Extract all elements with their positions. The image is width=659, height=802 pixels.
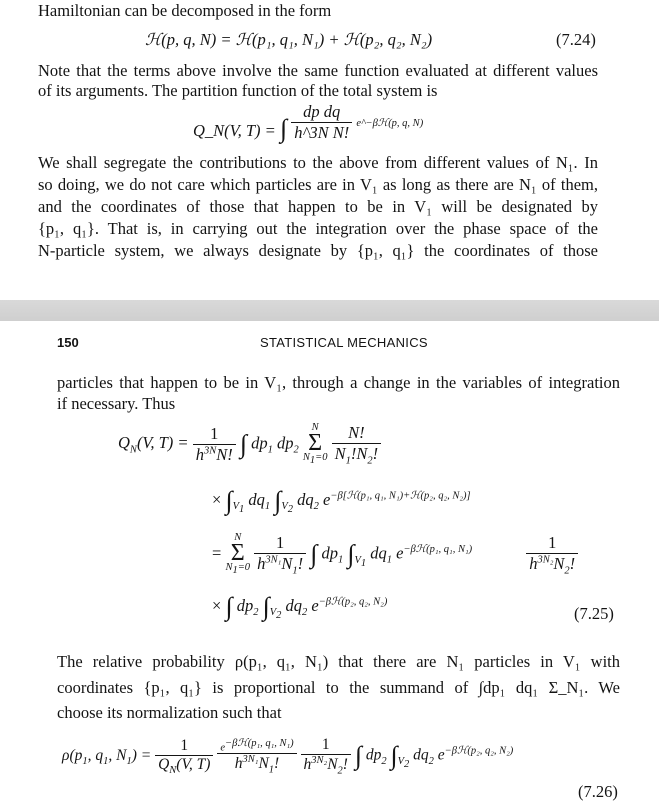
text-line: The relative probability ρ(p₁, q₁, N₁) that there are N₁ particles in V₁ with <box>57 652 620 671</box>
text-line: Note that the terms above involve the same function evaluated at different values <box>38 61 598 80</box>
eq-denominator: h^3N N! <box>294 123 350 142</box>
eq-exponential: e^−βℋ(p, q, N) <box>356 118 424 130</box>
integral-sign: ∫ <box>279 113 288 143</box>
equation-7-25-line1: $Q_N(V$, T) = $\frac{1}{h^{3N}N!}$ ∫ $dp_1$ $dp_2$ N Σ $N_1=0$ $\frac{N!}{N_1!N_2!}$ <box>118 422 381 467</box>
text-line: N-particle system, we always designate by {p₁, q₁} the coordinates of those <box>38 241 598 260</box>
upper-book-page <box>0 0 659 300</box>
equation-partition-function <box>193 102 423 143</box>
text-line: coordinates {p₁, q₁} is proportional to the summand of ∫dp₁ dq₁ Σ_N₁. We <box>57 678 620 697</box>
equation-7-25-line3: = N Σ $N_1=0$ $\frac{1}{h^{3N_1}N_1!}$ ∫ $dp_1$ $\int_{V_1}$ $dq_1$ $e^{-\beta ℋ(p_1, q_1, N_1)}$ $\frac{1}{h^{3N_2}N_2!}$ <box>212 532 578 577</box>
text-line: {p₁, q₁}. That is, in carrying out the integration over the phase space of the <box>38 219 598 238</box>
equation-number-7-24: (7.24) <box>556 30 596 49</box>
equation-number-7-25: (7.25) <box>574 604 614 623</box>
equation-number-7-26: (7.26) <box>578 782 618 801</box>
text-line: if necessary. Thus <box>57 394 176 413</box>
text-line: We shall segregate the contributions to the above from different values of N₁. In <box>38 153 598 172</box>
text-line: particles that happen to be in V₁, through a change in the variables of integration <box>57 373 620 392</box>
text-line: Hamiltonian can be decomposed in the form <box>38 1 332 20</box>
text-line: and the coordinates of those that happen to be in V₁ will be designated by <box>38 197 598 216</box>
page-separator <box>0 300 659 321</box>
eq-numerator: dp dq <box>291 102 352 123</box>
text-line: choose its normalization such that <box>57 703 282 722</box>
running-head: STATISTICAL MECHANICS <box>260 335 428 350</box>
equation-7-25-line2: × $\int_{V_1}$ $dq_1$ $\int_{V_2}$ $dq_2$ $e^{-\beta[ℋ(p_1, q_1, N_1)+ℋ(p_2, q_2, N_2)]}$ <box>212 486 471 516</box>
eq-fraction <box>291 102 352 143</box>
text-line: of its arguments. The partition function of the total system is <box>38 81 438 100</box>
eq-lhs: Q_N(V, T) = <box>193 121 276 141</box>
equation-7-25-line4: × ∫ $dp_2$ $\int_{V_2}$ $dq_2$ $e^{-\beta ℋ(p_2, q_2, N_2)}$ <box>212 592 388 622</box>
equation-7-24: ℋ(p, q, N) = ℋ(p₁, q₁, N₁) + ℋ(p₂, q₂, N₂) <box>145 30 433 49</box>
equation-7-26: $\rho(p_1$, $q_1$, $N_1$) = $\frac{1}{Q_N(V, T)}$ $\frac{e^{-\beta ℋ(p_1, q_1, N_1)}}{h^{3N_1}N_1!}$ $\frac{1}{h^{3N_2}N_2!}$ ∫ $dp_2$ $\int_{V_2}$ $dq_2$ $e^{-\beta ℋ(p_2, q_2, N_2)}$ <box>62 736 514 777</box>
text-line: so doing, we do not care which particles are in V₁ as long as there are N₁ of them, <box>38 175 598 194</box>
page-number: 150 <box>57 335 79 350</box>
